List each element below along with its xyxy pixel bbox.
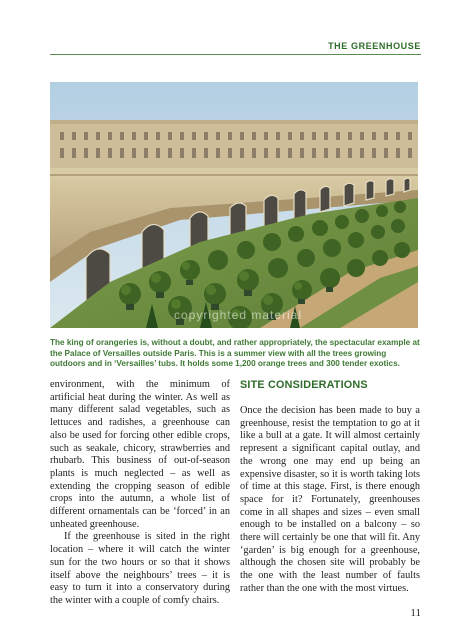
header-rule: [50, 54, 421, 55]
section-heading: SITE CONSIDERATIONS: [240, 379, 368, 391]
body-paragraph: If the greenhouse is sited in the right location – where it will catch the winter sun for the two hours or so that it shows itself above the neighbours’ trees – it is easy to turn it into a conservatory during the winter with a couple of comfy chairs.: [50, 531, 230, 606]
running-head: THE GREENHOUSE: [328, 41, 421, 51]
figure-caption: The king of orangeries is, without a doubt, and rather appropriately, the spectacular example at the Palace of Versailles outside Paris. This is a summer view with all the trees growing outdoors and in ‘Versailles’ tubs. It holds some 1,200 orange trees and 300 tender exotics.: [50, 338, 420, 369]
page-number: 11: [410, 607, 421, 619]
body-paragraph: Once the decision has been made to buy a greenhouse, resist the temptation to go at it like a bull at a gate. It will almost certainly represent a significant capital outlay, and the wrong one may end up being an expensive disaster, so it is worth taking lots of time at this stage. First, is there enough space for it? Fortunately, greenhouses come in all shapes and sizes – even small enough to be installed on a balcony – so there will certainly be one that will fit. Any ‘garden’ is big enough for a greenhouse, although the chosen site will probably be the one with the least number of faults rather than the one with the most virtues.: [240, 405, 420, 594]
body-paragraph: environment, with the minimum of artificial heat during the winter. As well as many different salad vegetables, such as lettuces and radishes, a greenhouse can also be used for forcing other edible crops, such as seakale, chicory, strawberries and rhubarb. This business of out-of-season plants is much neglected – as well as extending the cropping season of edible crops into the autumn, a whole list of different ornamentals can be ‘forced’ in an unheated greenhouse.: [50, 379, 230, 530]
photo-watermark: copyrighted material: [173, 308, 303, 322]
versailles-orangery-photo: [50, 82, 418, 328]
right-column: [240, 379, 420, 596]
left-column: [50, 379, 230, 608]
